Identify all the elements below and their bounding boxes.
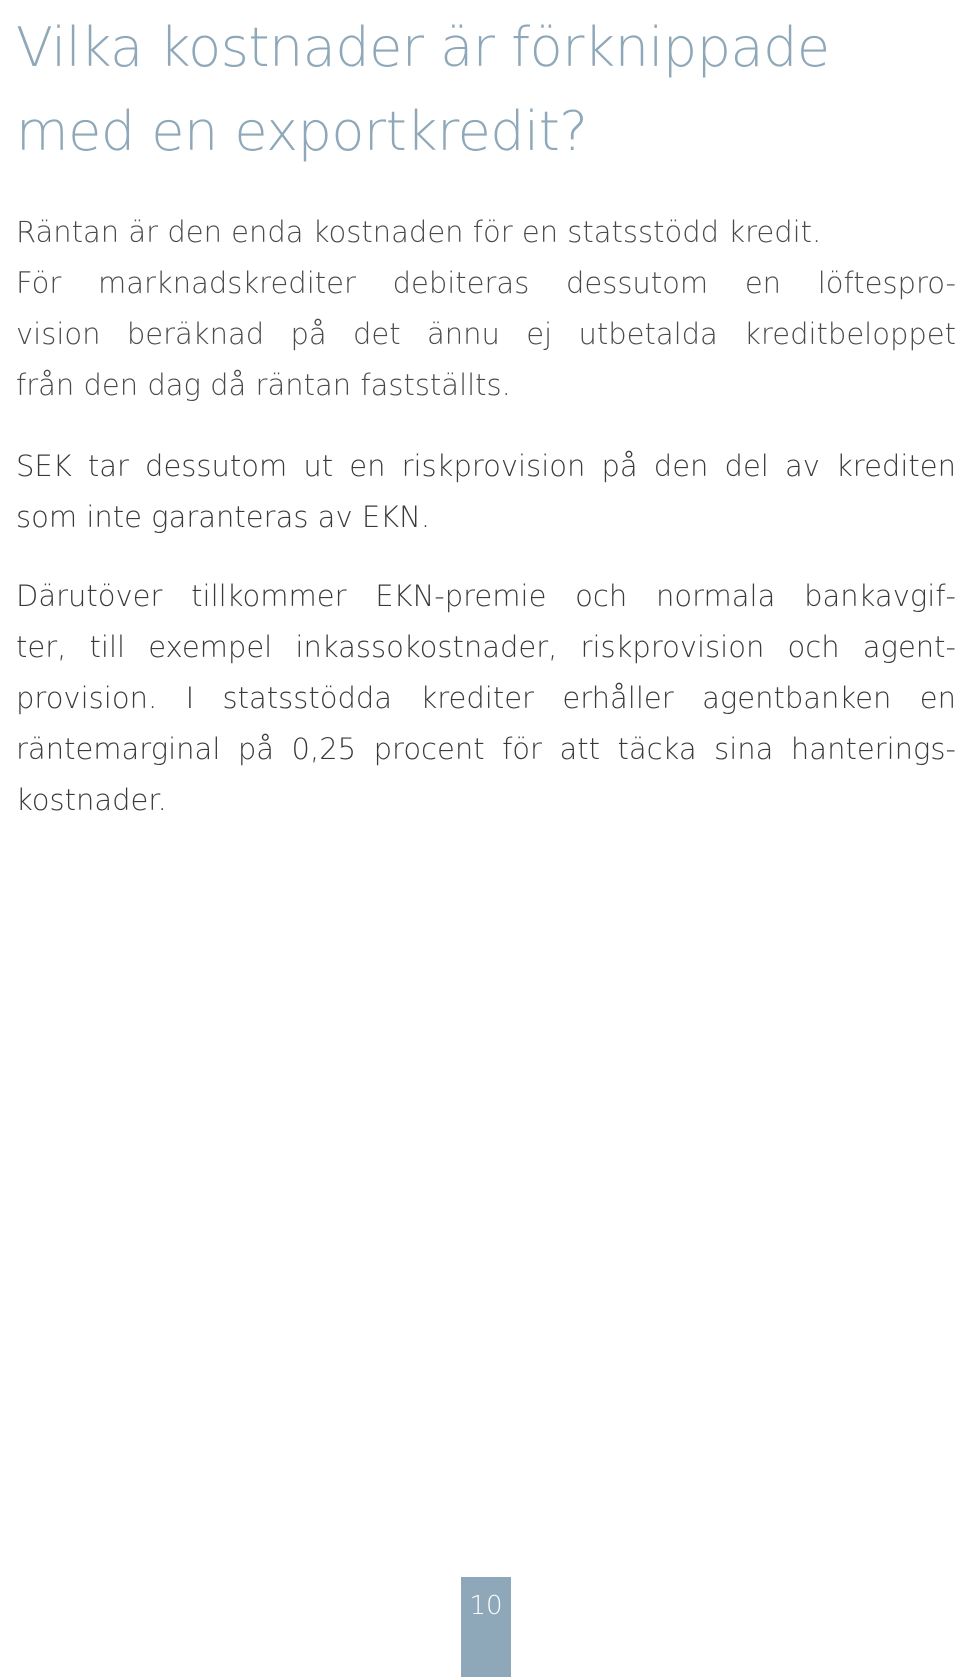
page-number-tab [461, 1577, 511, 1677]
title-line-2: med en exportkredit? [16, 100, 588, 163]
paragraph-line: SEK tar dessutom ut en riskprovision på den del av krediten [16, 449, 956, 483]
paragraph-line: Därutöver tillkommer EKN-premie och normala bankavgif- [16, 579, 956, 613]
page-title [16, 6, 956, 174]
paragraph-line: Räntan är den enda kostnaden för en statsstödd kredit. [16, 215, 822, 249]
paragraph-risk-provision [16, 441, 956, 543]
title-line-1: Vilka kostnader är förknippade [16, 16, 830, 79]
page-number: 10 [469, 1591, 503, 1621]
paragraph-line: provision. I statsstödda krediter erhåller agentbanken en [16, 681, 956, 715]
paragraph-line: vision beräknad på det ännu ej utbetalda kreditbeloppet [16, 317, 956, 351]
paragraph-additional-fees [16, 571, 956, 826]
paragraph-interest-cost [16, 207, 956, 411]
paragraph-line: som inte garanteras av EKN. [16, 500, 431, 534]
paragraph-line: För marknadskrediter debiteras dessutom en löftespro- [16, 266, 956, 300]
paragraph-line: ter, till exempel inkassokostnader, riskprovision och agent- [16, 630, 956, 664]
paragraph-line: kostnader. [16, 783, 167, 817]
paragraph-line: från den dag då räntan fastställts. [16, 368, 511, 402]
paragraph-line: räntemarginal på 0,25 procent för att täcka sina hanterings- [16, 732, 956, 766]
